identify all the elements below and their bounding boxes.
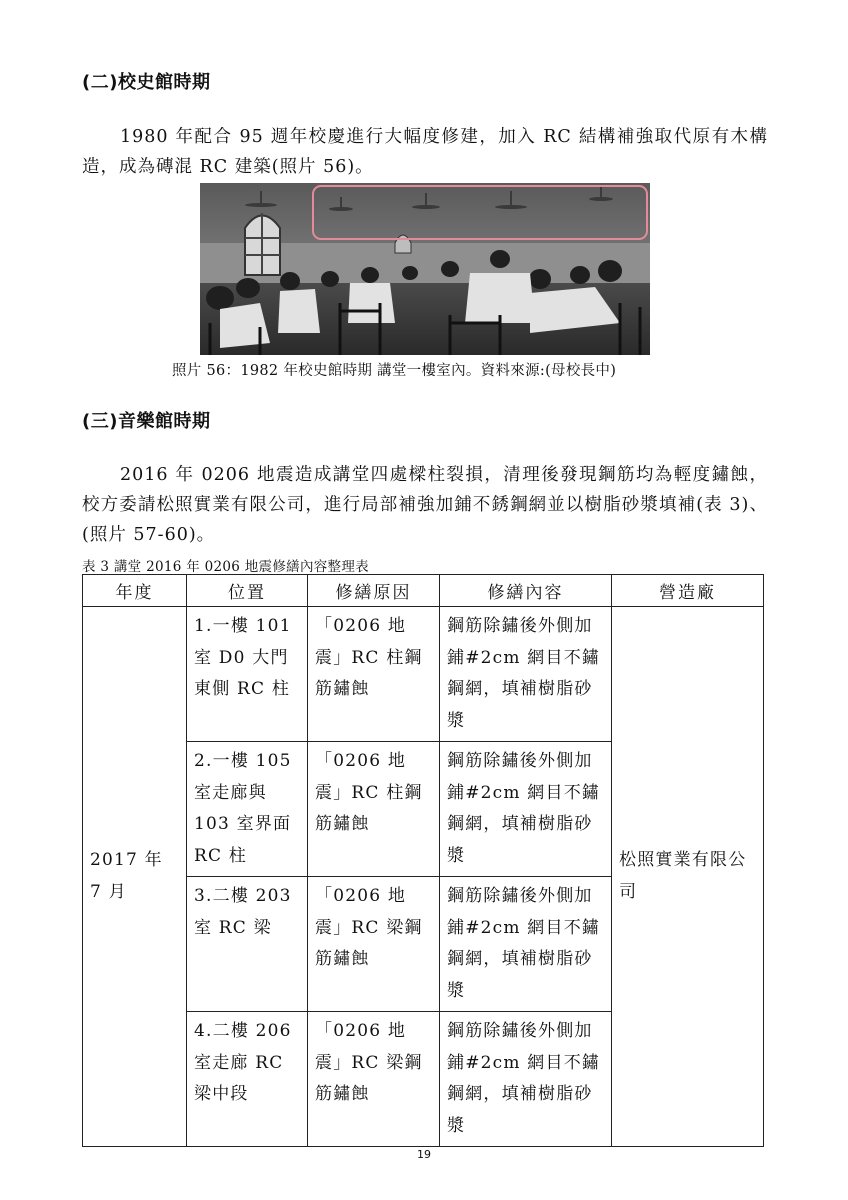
cell-reason: 「0206 地震」RC 梁鋼筋鏽蝕 <box>308 877 440 1012</box>
header-location: 位置 <box>187 575 308 607</box>
cell-reason: 「0206 地震」RC 梁鋼筋鏽蝕 <box>308 1012 440 1147</box>
auditorium-photo-drawing <box>200 183 650 355</box>
history-hall-paragraph: 1980 年配合 95 週年校慶進行大幅度修建，加入 RC 結構補強取代原有木構造，成為磚混 RC 建築(照片 56)。 <box>82 127 768 177</box>
cell-reason: 「0206 地震」RC 柱鋼筋鏽蝕 <box>308 742 440 877</box>
cell-reason: 「0206 地震」RC 柱鋼筋鏽蝕 <box>308 607 440 742</box>
music-hall-paragraph: 2016 年 0206 地震造成講堂四處樑柱裂損，清理後發現鋼筋均為輕度鏽蝕，校方委請松照實業有限公司，進行局部補強加鋪不銹鋼網並以樹脂砂漿填補(表 3)、(照片 57-60)。 <box>82 465 768 545</box>
table-row <box>83 607 764 742</box>
table-3-caption: 表 3 講堂 2016 年 0206 地震修繕內容整理表 <box>82 559 369 575</box>
section-heading-history-hall: (二)校史館時期 <box>82 72 211 93</box>
cell-location: 3.二樓 203 室 RC 梁 <box>187 877 308 1012</box>
cell-content: 鋼筋除鏽後外側加鋪#2cm 網目不鏽鋼網，填補樹脂砂漿 <box>440 607 612 742</box>
cell-contractor: 松照實業有限公司 <box>612 607 764 1147</box>
cell-content: 鋼筋除鏽後外側加鋪#2cm 網目不鏽鋼網，填補樹脂砂漿 <box>440 1012 612 1147</box>
cell-location: 4.二樓 206 室走廊 RC 梁中段 <box>187 1012 308 1147</box>
cell-location: 2.一樓 105 室走廊與 103 室界面 RC 柱 <box>187 742 308 877</box>
photo-56-caption: 照片 56：1982 年校史館時期 講堂一樓室內。資料來源:(母校長中) <box>172 363 617 379</box>
section-heading-music-hall: (三)音樂館時期 <box>82 411 211 432</box>
header-year: 年度 <box>83 575 187 607</box>
cell-content: 鋼筋除鏽後外側加鋪#2cm 網目不鏽鋼網，填補樹脂砂漿 <box>440 877 612 1012</box>
cell-location: 1.一樓 101 室 D0 大門東側 RC 柱 <box>187 607 308 742</box>
header-content: 修繕內容 <box>440 575 612 607</box>
arched-window <box>245 213 280 275</box>
cell-content: 鋼筋除鏽後外側加鋪#2cm 網目不鏽鋼網，填補樹脂砂漿 <box>440 742 612 877</box>
cell-year: 2017 年 7 月 <box>83 607 187 1147</box>
header-reason: 修繕原因 <box>308 575 440 607</box>
table-header-row <box>83 575 764 607</box>
header-contractor: 營造廠 <box>612 575 764 607</box>
page-number: 19 <box>417 1148 431 1161</box>
photo-56-auditorium-interior <box>200 183 650 355</box>
repair-table <box>82 574 764 1147</box>
